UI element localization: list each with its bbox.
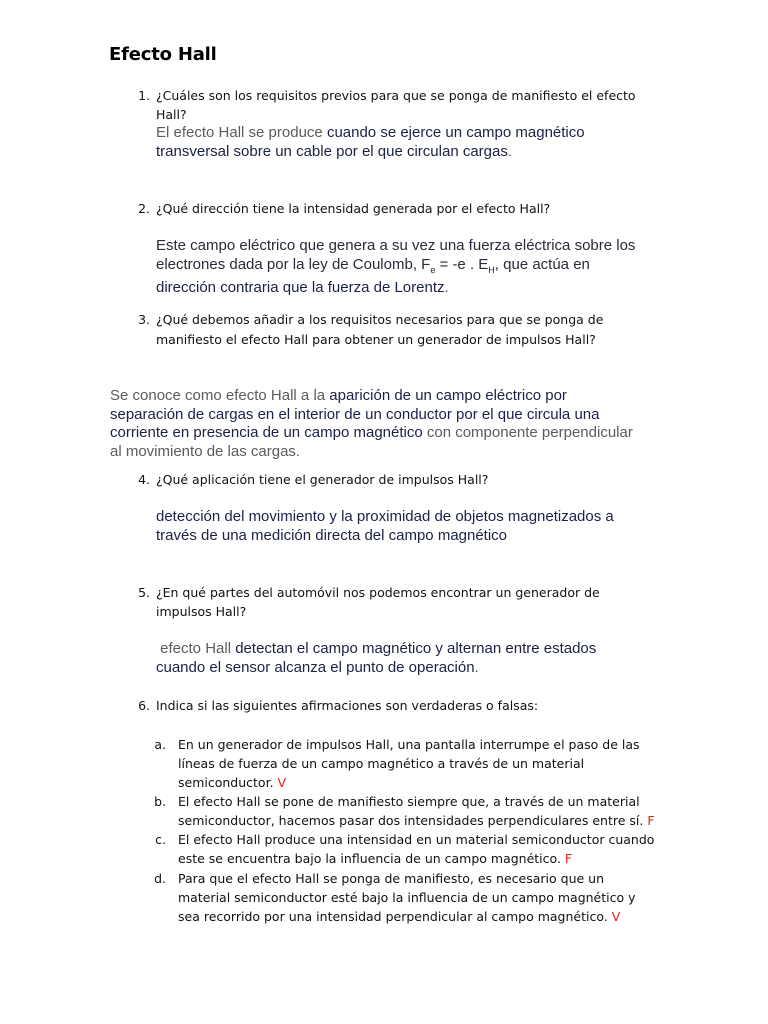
statement-d xyxy=(178,869,636,926)
answer-text: al movimiento de las cargas. xyxy=(110,442,301,460)
statement-line: Para que el efecto Hall se ponga de manifiesto, es necesario que un xyxy=(178,871,604,886)
answer-text: . xyxy=(507,142,513,160)
question-text xyxy=(156,696,538,715)
statement-line: El efecto Hall se pone de manifiesto siempre que, a través de un material xyxy=(178,794,640,809)
statement-letter: c. xyxy=(155,832,166,847)
question-line: ¿Qué dirección tiene la intensidad generada por el efecto Hall? xyxy=(156,201,551,216)
question-text xyxy=(156,470,488,489)
answer-text: Este campo eléctrico que genera a su vez una fuerza eléctrica sobre los xyxy=(156,237,636,254)
question-text xyxy=(156,310,603,350)
answer-text: corriente en presencia de un campo magnético xyxy=(110,424,423,441)
answer-1 xyxy=(156,124,585,161)
answer-text: electrones dada por la ley de Coulomb, F xyxy=(156,255,431,273)
question-text xyxy=(156,86,636,124)
answer-text: efecto Hall xyxy=(156,640,236,657)
question-line: ¿En qué partes del automóvil nos podemos encontrar un generador de xyxy=(156,585,600,600)
answer-text: = -e . E xyxy=(435,255,489,273)
answer-3 xyxy=(110,387,633,461)
statement-line: este se encuentra bajo la influencia de un campo magnético. xyxy=(178,851,565,866)
page-title: Efecto Hall xyxy=(109,44,217,65)
question-line: Hall? xyxy=(156,107,187,122)
answer-text: cuando se ejerce un campo magnético xyxy=(326,124,585,141)
answer-text: , que actúa en xyxy=(494,255,590,273)
statement-line: En un generador de impulsos Hall, una pantalla interrumpe el paso de las xyxy=(178,737,640,752)
statement-letter: d. xyxy=(154,871,166,886)
question-line: ¿Qué aplicación tiene el generador de impulsos Hall? xyxy=(156,472,489,487)
question-text xyxy=(156,583,600,621)
question-line: ¿Cuáles son los requisitos previos para que se ponga de manifiesto el efecto xyxy=(156,88,636,103)
answer-mark: F xyxy=(647,813,655,828)
answer-2 xyxy=(156,237,635,298)
answer-text: con componente perpendicular xyxy=(422,424,633,441)
statement-line: El efecto Hall produce una intensidad en un material semiconductor cuando xyxy=(178,832,655,847)
answer-text: dirección contraria que la fuerza de Lorentz xyxy=(156,279,445,296)
question-line: impulsos Hall? xyxy=(156,604,247,619)
question-number: 4. xyxy=(138,472,150,487)
statement-a xyxy=(178,735,640,792)
answer-mark: V xyxy=(611,909,621,924)
answer-text: detectan el campo magnético y alternan entre estados xyxy=(235,640,597,657)
question-line: ¿Qué debemos añadir a los requisitos necesarios para que se ponga de xyxy=(156,312,604,327)
answer-text: . xyxy=(474,658,479,676)
answer-text: cuando el sensor alcanza el punto de operación xyxy=(156,658,475,676)
answer-text: Se conoce como efecto Hall a la xyxy=(110,387,330,404)
answer-text: través de una medición directa del campo magnético xyxy=(156,526,508,544)
question-number: 3. xyxy=(138,312,150,327)
question-number: 5. xyxy=(138,585,150,600)
question-number: 1. xyxy=(138,88,150,103)
answer-text: El efecto Hall se produce xyxy=(156,124,327,141)
question-number: 6. xyxy=(138,698,150,713)
answer-text: detección del movimiento y la proximidad de objetos magnetizados a xyxy=(156,508,614,525)
question-number: 2. xyxy=(138,201,150,216)
subscript: H xyxy=(488,264,495,275)
statement-line: material semiconductor esté bajo la influencia de un campo magnético y xyxy=(178,890,636,905)
question-line: manifiesto el efecto Hall para obtener un generador de impulsos Hall? xyxy=(156,332,596,347)
statement-line: semiconductor, hacemos pasar dos intensidades perpendiculares entre sí. xyxy=(178,813,648,828)
statement-b xyxy=(178,792,655,830)
answer-text: transversal sobre un cable por el que circulan cargas xyxy=(156,142,508,160)
statement-letter: a. xyxy=(154,737,166,752)
answer-text: . xyxy=(444,279,449,296)
subscript: e xyxy=(430,264,436,275)
statement-letter: b. xyxy=(154,794,166,809)
answer-text: separación de cargas en el interior de un conductor por el que circula una xyxy=(110,405,600,423)
statement-line: semiconductor. xyxy=(178,775,278,790)
answer-4 xyxy=(156,508,614,545)
statement-c xyxy=(178,830,654,868)
answer-5 xyxy=(156,640,596,677)
answer-mark: V xyxy=(277,775,287,790)
answer-text: aparición de un campo eléctrico por xyxy=(329,387,567,404)
statement-line: líneas de fuerza de un campo magnético a través de un material xyxy=(178,756,585,771)
answer-mark: F xyxy=(564,851,573,866)
question-line: Indica si las siguientes afirmaciones son verdaderas o falsas: xyxy=(156,698,539,713)
statement-line: sea recorrido por una intensidad perpendicular al campo magnético. xyxy=(178,909,612,924)
question-text xyxy=(156,199,550,218)
